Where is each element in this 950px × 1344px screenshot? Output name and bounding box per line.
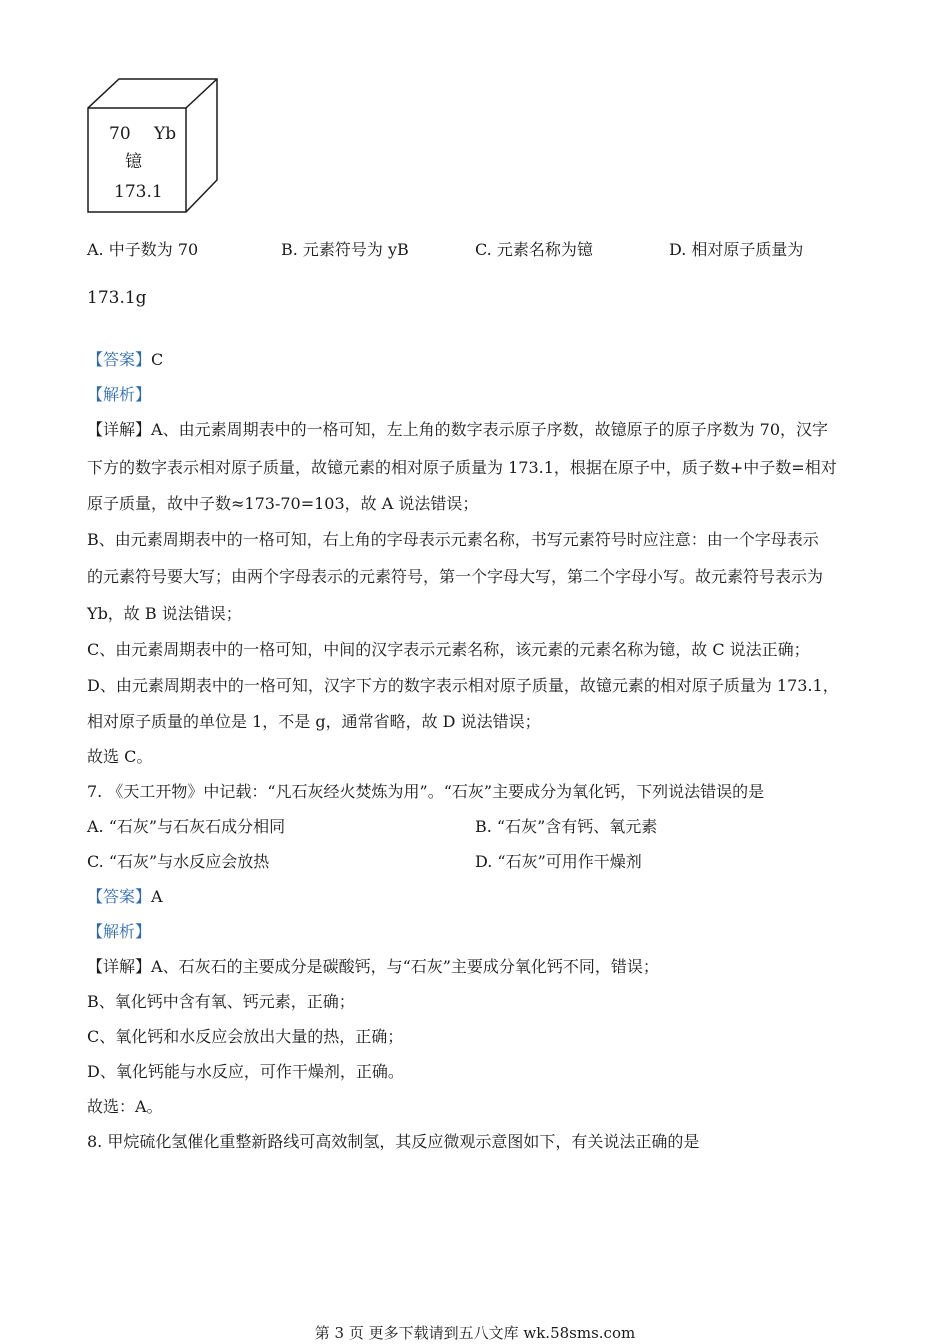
element-name: 镱 <box>125 152 142 172</box>
q7-answer <box>87 887 163 907</box>
q6-detail-line-5: 的元素符号要大写；由两个字母表示的元素符号，第一个字母大写，第二个字母小写。故元素符号表示为 <box>87 567 824 586</box>
q8-stem: 8. 甲烷硫化氢催化重整新路线可高效制氢，其反应微观示意图如下，有关说法正确的是 <box>87 1132 700 1151</box>
q6-detail-line-9: 相对原子质量的单位是 1，不是 g，通常省略，故 D 说法错误； <box>87 712 541 731</box>
q6-analysis-label: 【解析】 <box>87 385 152 404</box>
q6-option-b: B. 元素符号为 yB <box>281 240 409 259</box>
q6-option-d: D. 相对原子质量为 <box>669 240 804 259</box>
q6-option-a: A. 中子数为 70 <box>87 240 199 259</box>
q6-answer-label: 【答案】 <box>87 350 152 369</box>
element-symbol: Yb <box>154 124 177 144</box>
q6-option-c: C. 元素名称为镱 <box>475 240 593 259</box>
q6-detail-text-1: A、由元素周期表中的一格可知，左上角的数字表示原子序数，故镱原子的原子序数为 70，汉字 <box>151 420 829 439</box>
q7-option-c: C. “石灰”与水反应会放热 <box>87 852 270 871</box>
q6-detail-line-4: B、由元素周期表中的一格可知，右上角的字母表示元素名称，书写元素符号时应注意：由一个字母表示 <box>87 530 819 549</box>
q7-answer-label: 【答案】 <box>87 887 152 906</box>
q6-detail-line-8: D、由元素周期表中的一格可知，汉字下方的数字表示相对原子质量，故镱元素的相对原子质量为 173.1， <box>87 676 839 695</box>
q6-answer <box>87 350 163 370</box>
q6-option-d-continued: 173.1g <box>87 288 147 308</box>
q6-detail-line-3: 原子质量，故中子数≈173-70=103，故 A 说法错误； <box>87 494 479 513</box>
q6-detail-line-10: 故选 C。 <box>87 747 153 766</box>
element-atomic-number: 70 <box>109 124 131 144</box>
q7-option-b: B. “石灰”含有钙、氧元素 <box>475 817 658 836</box>
q7-detail-text-1: A、石灰石的主要成分是碳酸钙，与“石灰”主要成分氧化钙不同，错误； <box>151 957 659 976</box>
q7-answer-value: A <box>151 887 163 906</box>
q7-detail-line-4: D、氧化钙能与水反应，可作干燥剂，正确。 <box>87 1062 404 1081</box>
q7-detail-line-5: 故选：A。 <box>87 1097 163 1116</box>
q7-stem: 7. 《天工开物》中记载：“凡石灰经火焚炼为用”。“石灰”主要成分为氧化钙，下列说法错误的是 <box>87 782 765 801</box>
q7-detail-line-2: B、氧化钙中含有氧、钙元素，正确； <box>87 992 355 1011</box>
element-atomic-mass: 173.1 <box>114 182 163 202</box>
page-footer: 第 3 页 更多下载请到五八文库 wk.58sms.com <box>314 1324 636 1342</box>
q7-detail-line-3: C、氧化钙和水反应会放出大量的热，正确； <box>87 1027 404 1046</box>
q6-answer-value: C <box>151 350 164 369</box>
q6-detail-line-2: 下方的数字表示相对原子质量，故镱元素的相对原子质量为 173.1，根据在原子中，质子数+中子数=相对 <box>87 458 837 477</box>
q6-detail-label: 【详解】 <box>87 420 152 439</box>
q7-detail-label: 【详解】 <box>87 957 152 976</box>
q6-detail-line-1 <box>87 420 828 440</box>
q7-option-a: A. “石灰”与石灰石成分相同 <box>87 817 286 836</box>
q7-option-d: D. “石灰”可用作干燥剂 <box>475 852 642 871</box>
q7-detail-line-1 <box>87 957 659 977</box>
q7-analysis-label: 【解析】 <box>87 922 152 941</box>
q6-detail-line-7: C、由元素周期表中的一格可知，中间的汉字表示元素名称，该元素的元素名称为镱，故 C 说法正确； <box>87 640 810 659</box>
q6-detail-line-6: Yb，故 B 说法错误； <box>87 604 242 623</box>
element-card <box>86 76 222 216</box>
